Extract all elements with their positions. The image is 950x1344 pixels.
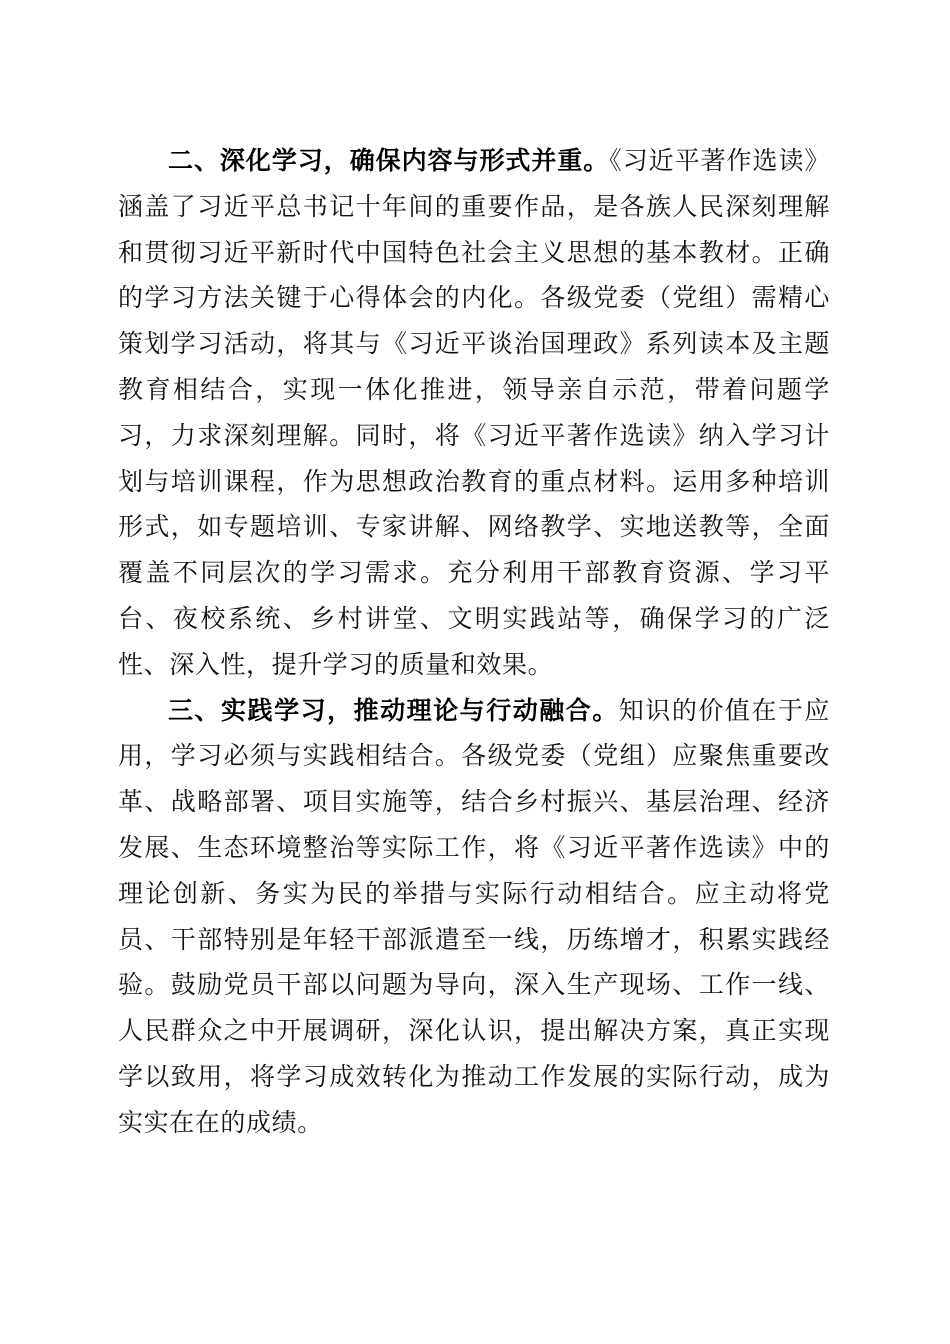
section-body-3: 知识的价值在于应用，学习必须与实践相结合。各级党委（党组）应聚焦重要改革、战略部署、项目实施等，结合乡村振兴、基层治理、经济发展、生态环境整治等实际工作，将《习近平著作选读》中的理论创新、务实为民的举措与实际行动相结合。应主动将党员、干部特别是年轻干部派遣至一线，历练增才，积累实践经验。鼓励党员干部以问题为导向，深入生产现场、工作一线、人民群众之中开展调研，深化认识，提出解决方案，真正实现学以致用，将学习成效转化为推动工作发展的实际行动，成为实实在在的成绩。 [118,695,830,1137]
section-body-2: 《习近平著作选读》涵盖了习近平总书记十年间的重要作品，是各族人民深刻理解和贯彻习近平新时代中国特色社会主义思想的基本教材。正确的学习方法关键于心得体会的内化。各级党委（党组）需精心策划学习活动，将其与《习近平谈治国理政》系列读本及主题教育相结合，实现一体化推进，领导亲自示范，带着问题学习，力求深刻理解。同时，将《习近平著作选读》纳入学习计划与培训课程，作为思想政治教育的重点材料。运用多种培训形式，如专题培训、专家讲解、网络教学、实地送教等，全面覆盖不同层次的学习需求。充分利用干部教育资源、学习平台、夜校系统、乡村讲堂、文明实践站等，确保学习的广泛性、深入性，提升学习的质量和效果。 [118,146,830,679]
section-heading-2: 二、深化学习，确保内容与形式并重。 [168,146,610,175]
document-body [118,138,830,1146]
paragraph-section-3 [118,688,830,1146]
section-heading-3: 三、实践学习，推动理论与行动融合。 [168,695,619,725]
paragraph-section-2 [118,138,830,688]
